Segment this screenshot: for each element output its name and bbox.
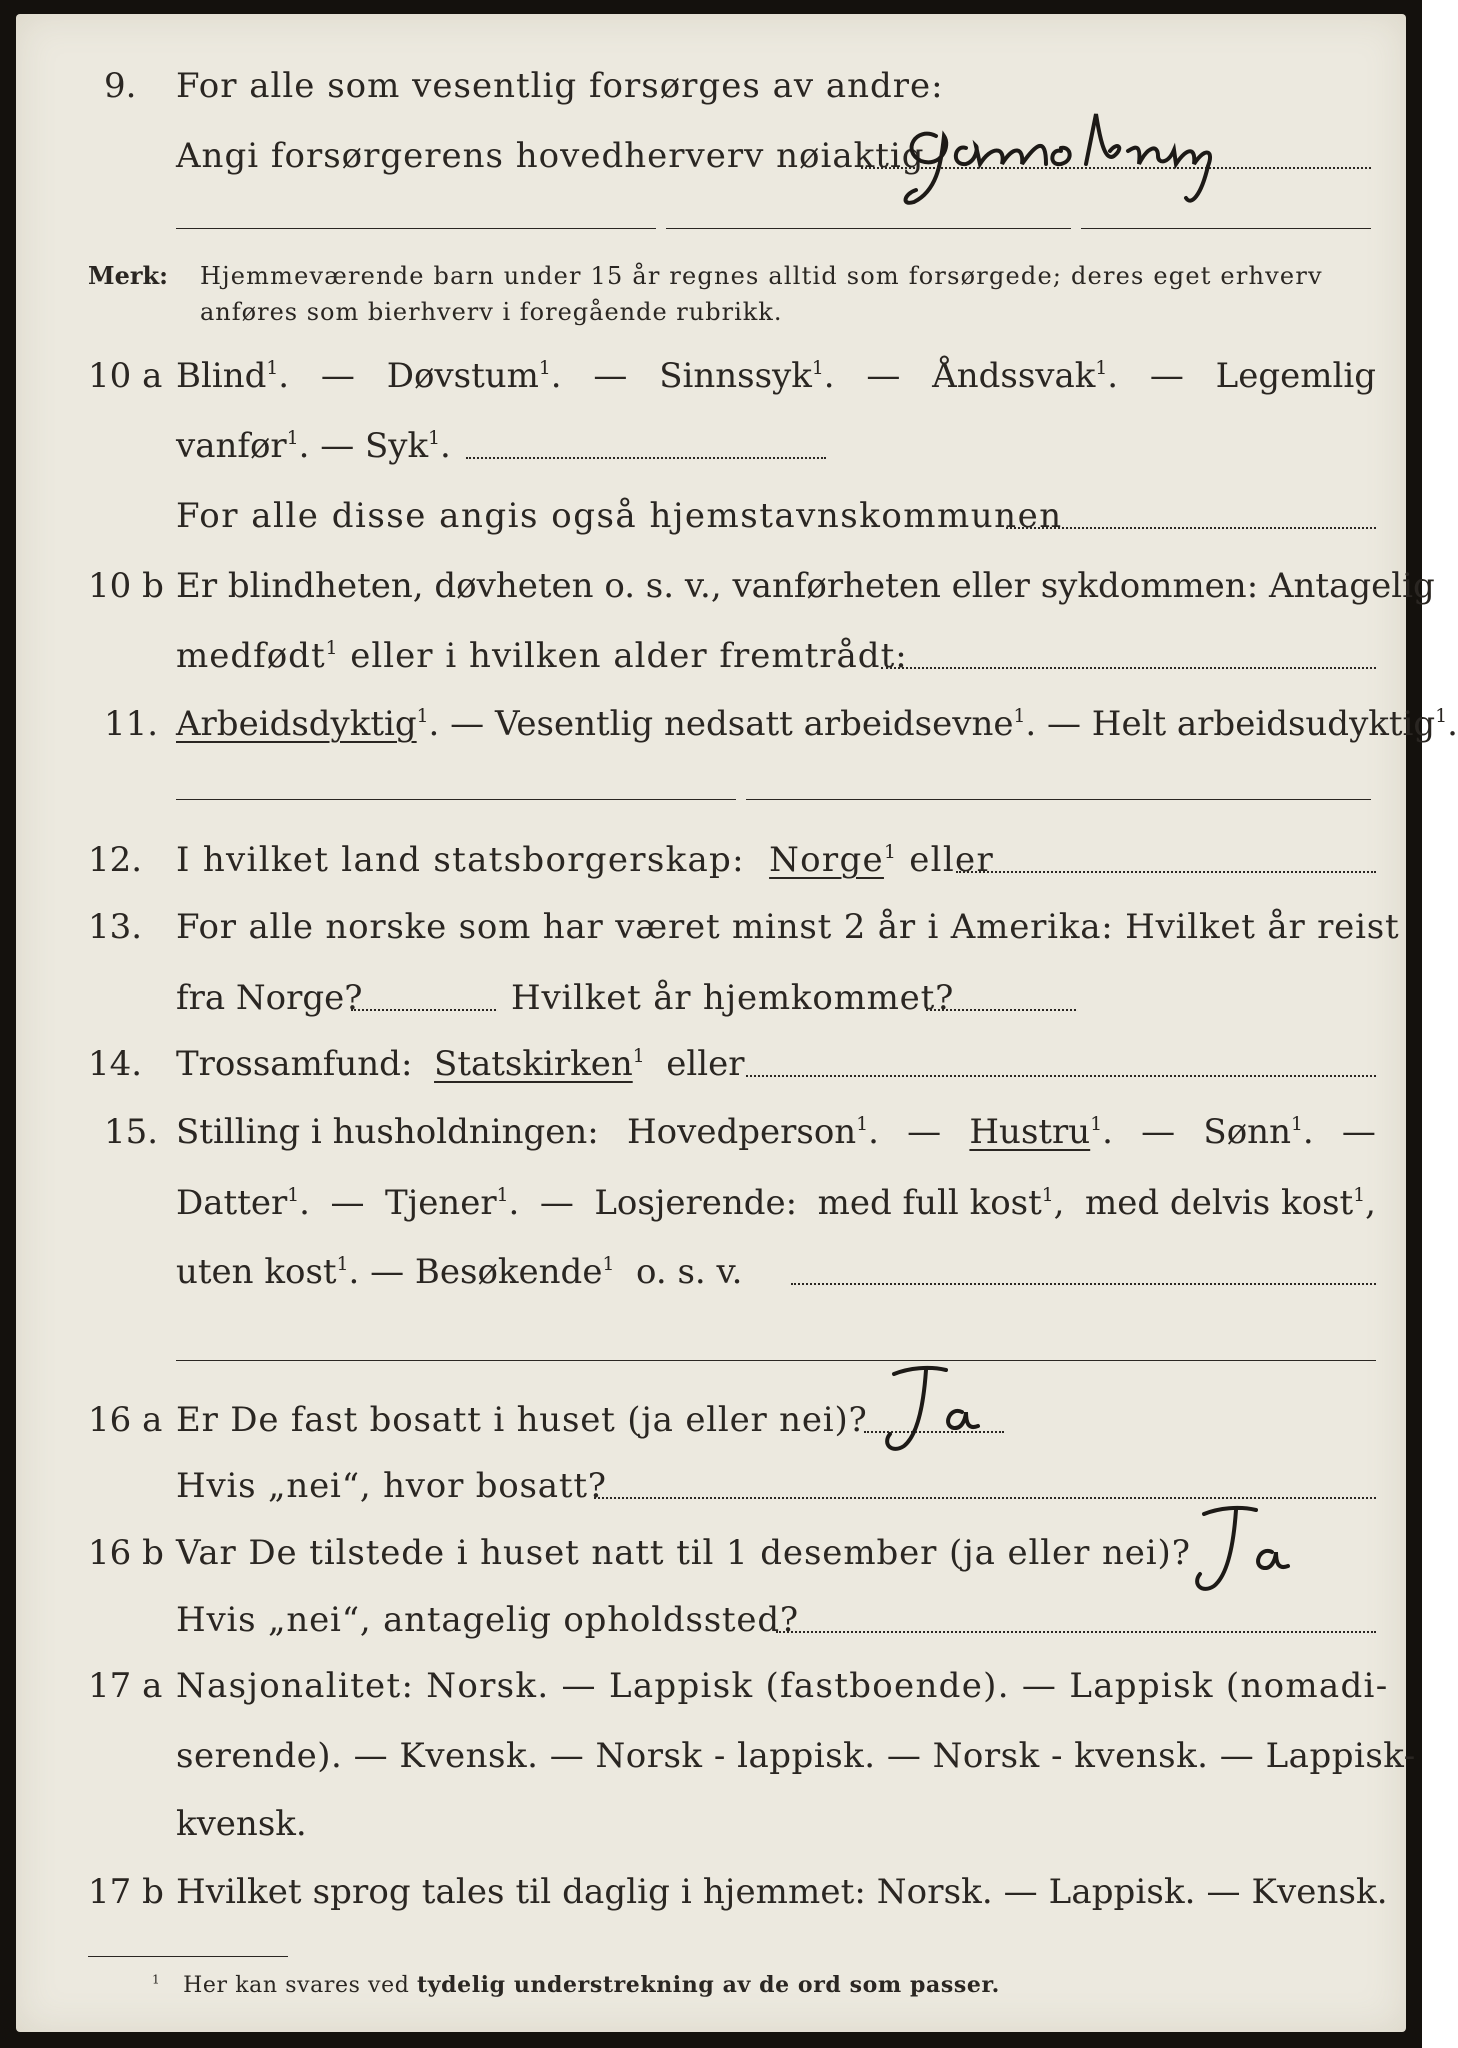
q12-option-norge: Norge (769, 840, 884, 880)
q17a-number: 17 a (88, 1666, 163, 1706)
q16a-handwritten-answer (874, 1354, 994, 1464)
q14-line: Trossamfund: Statskirken$^1$ eller (176, 1044, 745, 1084)
q14-answer-line (746, 1075, 1376, 1077)
q10b-line2: medfødt$^1$ eller i hvilken alder fremtrådt: (176, 636, 908, 676)
q9-line1: For alle som vesentlig forsørges av andre: (176, 66, 944, 106)
q10a-option-syk: Syk (365, 426, 429, 466)
q13-year-left-line (351, 1009, 496, 1011)
q10a-option-blind: Blind (176, 356, 267, 396)
q10a-option-sinnssyk: Sinnssyk (659, 356, 812, 396)
q15-option-sonn: Sønn (1203, 1112, 1291, 1152)
q13-line2a: fra Norge? (176, 978, 363, 1018)
q10a-option-dovstum: Døvstum (386, 356, 539, 396)
q17b-line1: Hvilket sprog tales til daglig i hjemmet: Norsk. — Lappisk. — Kvensk. (176, 1872, 1388, 1912)
q16b-line2: Hvis „nei“, antagelig opholdssted? (176, 1600, 799, 1640)
q9-rule-left (176, 228, 656, 229)
q9-line2: Angi forsørgerens hovedherverv nøiaktig (176, 136, 925, 176)
q14-number: 14. (88, 1044, 143, 1084)
q16a-number: 16 a (88, 1400, 163, 1440)
q12-answer-line (956, 871, 1376, 873)
q10b-line1: Er blindheten, døvheten o. s. v., vanførheten eller sykdommen: Antagelig (176, 566, 1435, 606)
q16b-line1: Var De tilstede i huset natt til 1 desember (ja eller nei)? (176, 1533, 1191, 1573)
q9-rule-mid (666, 228, 1071, 229)
q17b-number: 17 b (88, 1872, 164, 1912)
q11-option-nedsatt: Vesentlig nedsatt arbeidsevne (494, 704, 1014, 744)
q10b-option-medfodt: medfødt (176, 636, 326, 676)
q10b-number: 10 b (88, 566, 164, 606)
q15-option-datter: Datter (176, 1183, 288, 1223)
q15-option-delvis-kost: med delvis kost (1085, 1183, 1354, 1223)
q13-year-returned-line (926, 1009, 1076, 1011)
q15-option-losjerende: Losjerende: (594, 1183, 798, 1223)
q12-number: 12. (88, 840, 143, 880)
q11-number: 11. (104, 704, 159, 744)
q10a-option-legemlig: Legemlig (1215, 356, 1376, 396)
q11-rule-right (746, 799, 1371, 800)
q15-option-hovedperson: Hovedperson (627, 1112, 857, 1152)
q10a-number: 10 a (88, 356, 163, 396)
q10a-line1: Blind$^1$. — Døvstum$^1$. — Sinnssyk$^1$. — Åndssvak$^1$. — Legemlig (176, 356, 1376, 396)
q13-line1: For alle norske som har været minst 2 år i Amerika: Hvilket år reist (176, 907, 1400, 947)
q15-option-hustru: Hustru (969, 1112, 1091, 1152)
q13-line2b: Hvilket år hjemkommet? (511, 978, 955, 1018)
q14-option-statskirken: Statskirken (434, 1044, 633, 1084)
merk-line1: Hjemmeværende barn under 15 år regnes alltid som forsørgede; deres eget erhverv (200, 262, 1323, 290)
q10a-home-municipality-line (1006, 527, 1376, 529)
q17a-line1: Nasjonalitet: Norsk. — Lappisk (fastboende). — Lappisk (nomadi- (176, 1666, 1389, 1706)
q15-line2: Datter$^1$. — Tjener$^1$. — Losjerende: med full kost$^1$, med delvis kost$^1$, (176, 1183, 1376, 1223)
q15-number: 15. (104, 1112, 159, 1152)
q16b-number: 16 b (88, 1533, 164, 1573)
q11-option-arbeidsdyktig: Arbeidsdyktig (176, 704, 417, 744)
q17a-line3: kvensk. (176, 1804, 307, 1844)
q15-line3: uten kost$^1$. — Besøkende$^1$ o. s. v. (176, 1252, 743, 1292)
q16b-handwritten-answer (1184, 1494, 1304, 1604)
q12-line: I hvilket land statsborgerskap: Norge$^1$ eller (176, 840, 995, 880)
q15-option-uten-kost: uten kost (176, 1252, 337, 1292)
q15-answer-line (791, 1283, 1376, 1285)
q10a-option-vanfor: vanfør (176, 426, 287, 466)
q11-rule-left (176, 799, 736, 800)
q10a-line3: For alle disse angis også hjemstavnskommunen (176, 496, 1063, 536)
footnote-mark: 1 (152, 1972, 161, 1987)
q10a-answer-line (466, 457, 826, 459)
q11-option-udyktig: Helt arbeidsudyktig (1091, 704, 1436, 744)
q16a-line2: Hvis „nei“, hvor bosatt? (176, 1466, 607, 1506)
q9-rule-right (1081, 228, 1371, 229)
q9-handwritten-answer (896, 106, 1256, 216)
q9-number: 9. (104, 66, 137, 106)
q15-line1: Stilling i husholdningen: Hovedperson$^1$. — Hustru$^1$. — Sønn$^1$. — (176, 1112, 1376, 1152)
q15-option-tjener: Tjener (384, 1183, 497, 1223)
q16a-line1: Er De fast bosatt i huset (ja eller nei)? (176, 1400, 868, 1440)
q11-line: Arbeidsdyktig$^1$. — Vesentlig nedsatt arbeidsevne$^1$. — Helt arbeidsudyktig$^1$. (176, 704, 1458, 744)
footnote: $^1$ Her kan svares ved tydelig understrekning av de ord som passer. (152, 1972, 1000, 1998)
q17a-line2: serende). — Kvensk. — Norsk - lappisk. — Norsk - kvensk. — Lappisk- (176, 1736, 1416, 1776)
q15-option-besokende: Besøkende (414, 1252, 603, 1292)
census-form-page (16, 14, 1458, 2032)
q16b-whereabouts-line (776, 1631, 1376, 1633)
q15-option-full-kost: med full kost (817, 1183, 1042, 1223)
merk-label: Merk: (88, 261, 168, 290)
q13-number: 13. (88, 907, 143, 947)
q10b-answer-line (881, 667, 1376, 669)
merk-line2: anføres som bierhverv i foregående rubrikk. (200, 298, 783, 326)
footnote-rule (88, 1956, 288, 1957)
q15-rule (176, 1360, 1376, 1361)
q10a-option-andssvak: Åndssvak (932, 356, 1096, 396)
q10a-line2: vanfør$^1$. — Syk$^1$. (176, 426, 451, 466)
